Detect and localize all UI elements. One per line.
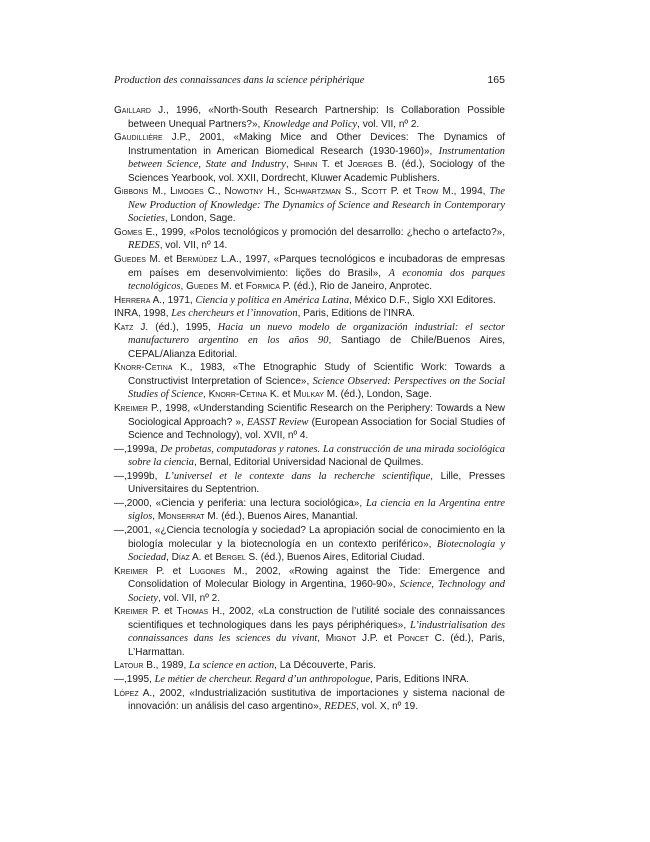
reference-text: , México D.F., Siglo XXI Editores. — [349, 294, 496, 306]
author-name: Herrera — [114, 294, 151, 306]
reference-text: M. et — [218, 281, 246, 293]
reference-text: M., 2002, «Rowing against the Tide: Emergence and Consolidation of Molecular Biology in Argentina, 1960-90», — [128, 565, 505, 591]
reference-text: A., 2002, «Industrialización sustitutiva de importaciones y sistema nacional de innovación: un análisis del caso argentino», — [128, 687, 505, 713]
author-name: Guedes — [114, 254, 146, 266]
reference-entry — [114, 185, 505, 226]
author-name: Knorr-Cetina — [114, 362, 173, 374]
reference-entry — [114, 443, 505, 470]
reference-entry — [114, 497, 505, 524]
reference-text: B., 1989, — [143, 660, 190, 672]
author-name: Nowotny — [224, 186, 264, 198]
reference-text: P. et — [147, 606, 177, 618]
reference-text: P. et — [386, 186, 416, 198]
work-title: L’industrialisation des connaissances dans les sciences du vivant — [128, 619, 505, 645]
reference-text: , vol. VII, nº 2. — [158, 592, 221, 604]
reference-text: C., — [203, 186, 225, 198]
author-name: Latour — [114, 660, 144, 672]
reference-text: , Bernal, Editorial Universidad Nacional de Quilmes. — [193, 457, 424, 469]
author-name: Kreimer — [114, 403, 148, 415]
work-title: Ciencia y política en América Latina — [195, 294, 350, 306]
work-title: Biotecnología y Sociedad — [128, 538, 505, 564]
reference-text: J. (éd.), 1995, — [133, 321, 218, 333]
reference-text: , La Découverte, Paris. — [274, 660, 376, 672]
author-name: Bergel — [215, 552, 246, 564]
work-title: EASST Review — [246, 416, 309, 428]
author-name: Schwartzman — [283, 186, 341, 198]
work-title: La science en action — [189, 660, 275, 672]
reference-text: —,1999b, — [114, 470, 166, 482]
reference-text: J., 1996, «North-South Research Partnership: Is Collaboration Possible between Unequal Partners?», — [128, 105, 505, 130]
author-name: Shinn — [293, 159, 318, 171]
work-title: Knowledge and Policy — [263, 118, 358, 130]
reference-entry — [114, 131, 505, 185]
reference-text: (European Association for Social Studies of Science and Technology), vol. XVII, nº 4. — [128, 416, 506, 442]
work-title: A economia dos parques tecnológicos — [128, 267, 505, 293]
author-name: Kreimer — [114, 606, 148, 618]
reference-text: M. (éd.), London, Sage. — [323, 389, 432, 401]
reference-text: , vol. VII, nº 2. — [357, 118, 420, 130]
reference-text: , vol. X, nº 19. — [356, 701, 419, 713]
reference-entry — [114, 402, 505, 443]
reference-text: A., 1971, — [150, 294, 196, 306]
reference-text: B. (éd.), Sociology of the Sciences Yearbook, vol. XXII, Dordrecht, Kluwer Academic Publishers. — [128, 159, 505, 184]
reference-text: S., — [340, 186, 362, 198]
reference-text: M., 1994, — [438, 186, 490, 198]
author-name: Knorr-Cetina — [208, 389, 268, 401]
reference-text: T. et — [317, 159, 348, 171]
reference-text: , Paris, Editions INRA. — [370, 673, 470, 685]
author-name: Kreimer — [114, 565, 148, 577]
reference-text: —,2001, «¿Ciencia tecnología y sociedad? La apropiación social de conocimiento en la biología molecular y la biotecnología en un contexto periférico», — [114, 524, 505, 550]
reference-entry — [114, 687, 505, 714]
work-title: The New Production of Knowledge: The Dynamics of Science and Research in Contemporary Societies — [128, 186, 505, 225]
page-header — [114, 74, 505, 86]
work-title: Science, Technology and Society — [128, 579, 505, 604]
reference-text: , Paris, Editions de l’INRA. — [297, 308, 415, 320]
reference-text: K., 1983, «The Etnographic Study of Scientific Work: Towards a Constructivist Interpretation of Science», — [128, 362, 505, 387]
work-title: Les chercheurs et l’innovation — [171, 308, 298, 320]
reference-text: P., 1998, «Understanding Scientific Research on the Periphery: Towards a New Sociological Approach? », — [128, 403, 505, 428]
author-name: López — [114, 687, 139, 699]
reference-text: , — [285, 159, 294, 171]
reference-text: H., 2002, «La construction de l’utilité sociale des connaissances scientifiques et technologiques dans les pays périphériques», — [128, 606, 505, 631]
author-name: Limoges — [170, 186, 204, 198]
author-name: Mulkay — [293, 389, 324, 401]
reference-text: INRA, 1998, — [114, 308, 172, 320]
author-name: Scott — [361, 186, 387, 198]
reference-entry — [114, 226, 505, 253]
reference-text: , — [317, 633, 326, 645]
reference-entry — [114, 321, 505, 362]
work-title: De probetas, computadoras y ratones. La construcción de una mirada sociológica sobre la ciencia — [128, 443, 505, 469]
reference-entry — [114, 104, 505, 131]
reference-text: E., 1999, «Polos tecnológicos y promoción del desarrollo: ¿hecho o artefacto?», — [142, 226, 505, 238]
reference-text: P. (éd.), Rio de Janeiro, Anprotec. — [279, 281, 433, 293]
work-title: L’universel et le contexte dans la recherche scientifique — [165, 470, 431, 482]
reference-text: , — [166, 552, 172, 564]
author-name: Gaudillière — [114, 132, 163, 144]
work-title: REDES — [324, 701, 356, 713]
reference-text: , — [152, 511, 158, 523]
author-name: Guedes — [186, 281, 218, 293]
work-title: La ciencia en la Argentina entre siglos — [128, 497, 505, 523]
reference-entry — [114, 605, 505, 659]
reference-text: —,1995, — [114, 673, 155, 685]
reference-entry — [114, 524, 505, 565]
author-name: Joerges — [347, 159, 383, 171]
work-title: REDES — [128, 240, 160, 252]
author-name: Monserrat — [157, 511, 205, 523]
reference-entry — [114, 565, 505, 606]
author-name: Thomas — [176, 606, 209, 618]
reference-text: , — [203, 389, 209, 401]
reference-text: J.P. et — [356, 633, 398, 645]
reference-text: P. et — [147, 565, 190, 577]
running-title: Production des connaissances dans la science périphérique — [114, 75, 365, 86]
author-name: Katz — [114, 321, 134, 333]
reference-entry — [114, 307, 505, 321]
reference-entry — [114, 659, 505, 673]
work-title: Instrumentation between Science, State and Industry — [128, 145, 505, 171]
reference-text: M., — [148, 186, 171, 198]
reference-entry — [114, 361, 505, 402]
work-title: Hacia un nuevo modelo de organización industrial: el sector manufacturero argentino en los años 90 — [128, 321, 505, 347]
reference-text: L.A., 1997, «Parques tecnológicos e incubadoras de empresas em países em desenvolvimiento: lições do Brasil», — [128, 254, 505, 279]
author-name: Poncet — [397, 633, 429, 645]
author-name: Gaillard — [114, 105, 151, 116]
reference-text: —,1999a, — [114, 443, 161, 455]
reference-list — [114, 104, 505, 714]
author-name: Trow — [415, 186, 439, 198]
page-number: 165 — [487, 74, 505, 86]
reference-text: , — [180, 281, 187, 293]
author-name: Mignot — [325, 633, 357, 645]
reference-text: J.P., 2001, «Making Mice and Other Devices: The Dynamics of Instrumentation in American Biomedical Research (1930-1960)», — [128, 132, 505, 157]
reference-text: , Santiago de Chile/Buenos Aires, CEPAL/Alianza Editorial. — [128, 335, 506, 360]
author-name: Gibbons — [114, 186, 149, 198]
author-name: Díaz — [171, 552, 190, 564]
author-name: Bermúdez — [176, 254, 218, 266]
work-title: Science Observed: Perspectives on the Social Studies of Science — [128, 375, 505, 401]
reference-text: , vol. VII, nº 14. — [159, 240, 228, 252]
reference-text: —,2000, «Ciencia y periferia: una lectura sociológica», — [114, 497, 366, 509]
author-name: Formica — [245, 281, 280, 293]
reference-text: K. et — [267, 389, 294, 401]
reference-entry — [114, 673, 505, 687]
reference-text: S. (éd.), Buenos Aires, Editorial Ciudad. — [245, 552, 425, 564]
reference-entry — [114, 470, 505, 497]
reference-text: M. et — [145, 254, 177, 266]
reference-text: C. (éd.), Paris, L’Harmattan. — [128, 633, 505, 658]
work-title: Le métier de chercheur. Regard d’un anthropologue — [154, 673, 371, 685]
reference-entry — [114, 294, 505, 308]
reference-text: H., — [263, 186, 284, 198]
reference-text: , London, Sage. — [164, 213, 236, 225]
reference-text: A. et — [189, 552, 216, 564]
reference-text: , Lille, Presses Universitaires du Septentrion. — [128, 470, 505, 496]
reference-text: M. (éd.), Buenos Aires, Manantial. — [204, 511, 358, 523]
author-name: Gomes — [114, 226, 143, 238]
reference-entry — [114, 253, 505, 294]
author-name: Lugones — [189, 565, 226, 577]
